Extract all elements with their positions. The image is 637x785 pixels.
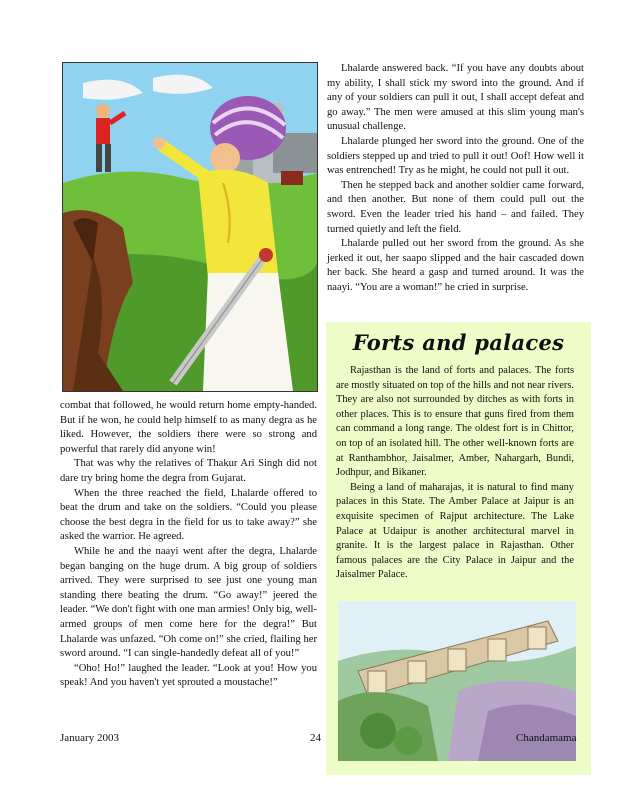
sidebar-title: Forts and palaces <box>352 330 565 355</box>
sidebar-body <box>336 364 574 583</box>
paragraph: Then he stepped back and another soldier came forward, and then another. But none of them could pull out the sword. Even the leader tried his hand – and failed. They turned quietly and left the field. <box>327 179 584 235</box>
paragraph: Rajasthan is the land of forts and palaces. The forts are mostly situated on top of the hills and not near rivers. They are also not surrounded by ditches as with forts in other places. This is to ensure that guns fired from them can command a long range. The oldest fort is in Chittor, on top of an isolated hill. The other well-known forts are at Ranthambhor, Jaisalmer, Amber, Nahargarh, Bundi, Jodhpur, and Bikaner. <box>336 365 574 479</box>
page-number: 24 <box>310 732 321 744</box>
forts-palaces-sidebar <box>326 322 591 775</box>
story-illustration <box>62 62 318 392</box>
paragraph: That was why the relatives of Thakur Ari Singh did not dare try bring home the degra from Gujarat. <box>60 458 317 484</box>
footer-date: January 2003 <box>60 732 119 744</box>
paragraph: combat that followed, he would return home empty-handed. But if he won, he could help himself to as many degra as he liked. However, the soldiers there were so strong and powerful that rarely did anyone win! <box>60 400 317 455</box>
paragraph: Being a land of maharajas, it is natural to find many palaces in this State. The Amber Palace at Jaipur is an exquisite specimen of Rajput architecture. The Lake Palace at Udaipur is another architectural marvel in granite. It is the largest palace in Rajasthan. Other famous palaces are the City Palace in Jaipur and the Jaisalmer Palace. <box>336 481 574 581</box>
paragraph: While he and the naayi went after the degra, Lhalarde began banging on the huge drum. A big group of soldiers arrived. They were surprised to see just one young man standing there beating the drum. “Go away!” jeered the leader. “We don't fight with one man armies! Only big, well-armed groups of men come here for the degra!” But Lhalarde was unfazed. “Oh come on!” she cried, flailing her sword around. “I can single-handedly defeat all of you!” <box>60 545 318 660</box>
paragraph: “Oho! Ho!” laughed the leader. “Look at you! How you speak! And you haven't yet sprouted a moustache!” <box>60 662 317 689</box>
right-column-text <box>327 62 584 296</box>
paragraph: Lhalarde pulled out her sword from the ground. As she jerked it out, her saapo slipped and the hair cascaded down her back. She heard a gasp and turned around. It was the naayi. “You are a woman!” he cried in surprise. <box>327 238 584 293</box>
left-column-text <box>60 399 317 691</box>
magazine-name: Chandamama <box>516 732 577 744</box>
paragraph: When the three reached the field, Lhalarde offered to beat the drum and take on the soldiers. “Could you please choose the best degra in the field for us to take away?” she asked the warrior. He agreed. <box>60 487 317 543</box>
paragraph: Lhalarde plunged her sword into the ground. One of the soldiers stepped up and tried to pull it out! Oof! How well it was entrenched! Try as he might, he could not pull it out. <box>327 135 584 177</box>
paragraph: Lhalarde answered back. “If you have any doubts about my ability, I shall stick my sword into the ground. And if any of your soldiers can pull it out, I shall accept defeat and go away.” The men were amused at this slim young man's unusual challenge. <box>327 63 584 133</box>
